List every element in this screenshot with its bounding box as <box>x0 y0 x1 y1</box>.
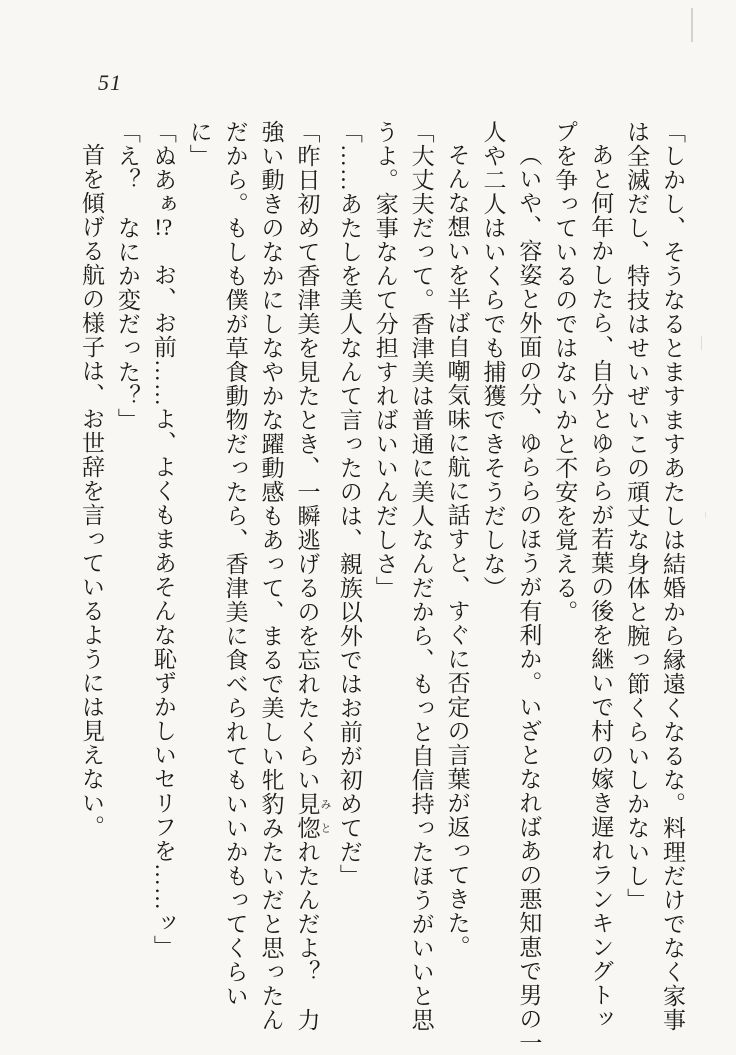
text-line: 「え？ なにか変だった？」 <box>114 120 140 432</box>
text-line: 人や二人はいくらでも捕獲できそうだしな） <box>480 120 506 600</box>
text-line-with-ruby <box>289 120 331 1032</box>
text-segment: 「ぬあぁ <box>150 120 176 216</box>
text-line: （いや、容姿と外面の分、ゆららのほうが有利か。いざとなればあの悪知恵で男の一 <box>516 143 542 1055</box>
scan-artifact <box>701 336 702 350</box>
text-line: そんな想いを半ば自嘲気味に航に話すと、すぐに否定の言葉が返ってきた。 <box>444 143 470 959</box>
vertical-text-block <box>73 120 690 1055</box>
text-line-with-tcy <box>145 120 181 1016</box>
text-segment: 「昨日初めて香津美を見たとき、一瞬逃げるのを忘れたくらい <box>294 120 320 792</box>
page-number: 51 <box>98 70 122 95</box>
text-line: 「……あたしを美人なんて言ったのは、親族以外ではお前が初めてだ」 <box>336 120 362 888</box>
text-line: に」 <box>186 120 212 168</box>
scan-artifact <box>705 512 706 518</box>
text-segment: お、お前……よ、よくもまあそんな恥ずかしいセリフを……ッ」 <box>150 239 176 959</box>
text-segment: れたんだよ？ 力 <box>294 840 320 1032</box>
tatechuyoko-exclamation: !? <box>154 216 173 239</box>
text-line: は全滅だし、特技はせいぜいこの頑丈な身体と腕っ節くらいしかないし」 <box>624 120 650 912</box>
ruby-base: 見惚 <box>294 792 320 840</box>
text-line: あと何年かしたら、自分とゆららが若葉の後を継いで村の嫁き遅れランキングトッ <box>588 143 614 1031</box>
text-line: 「大丈夫だって。香津美は普通に美人なんだから、もっと自信持ったほうがいいと思 <box>408 120 434 1032</box>
scan-artifact <box>691 8 693 42</box>
text-line: 強い動きのなかにしなやかな躍動感もあって、まるで美しい牝豹みたいだと思ったん <box>258 120 284 1032</box>
text-line: だから。もしも僕が草食動物だったら、香津美に食べられてもいいかもってくらい <box>222 120 248 1008</box>
text-line: 首を傾げる航の様子は、お世辞を言っているようには見えない。 <box>79 143 104 839</box>
ruby-annotation <box>294 792 331 840</box>
text-line: プを争っているのではないかと不安を覚える。 <box>552 120 578 624</box>
text-line: 「しかし、そうなるとますますあたしは結婚から縁遠くなるな。料理だけでなく家事 <box>660 120 685 1032</box>
text-line: うよ。家事なんて分担すればいいんだしさ」 <box>372 120 398 600</box>
ruby-text: みと <box>318 792 331 840</box>
